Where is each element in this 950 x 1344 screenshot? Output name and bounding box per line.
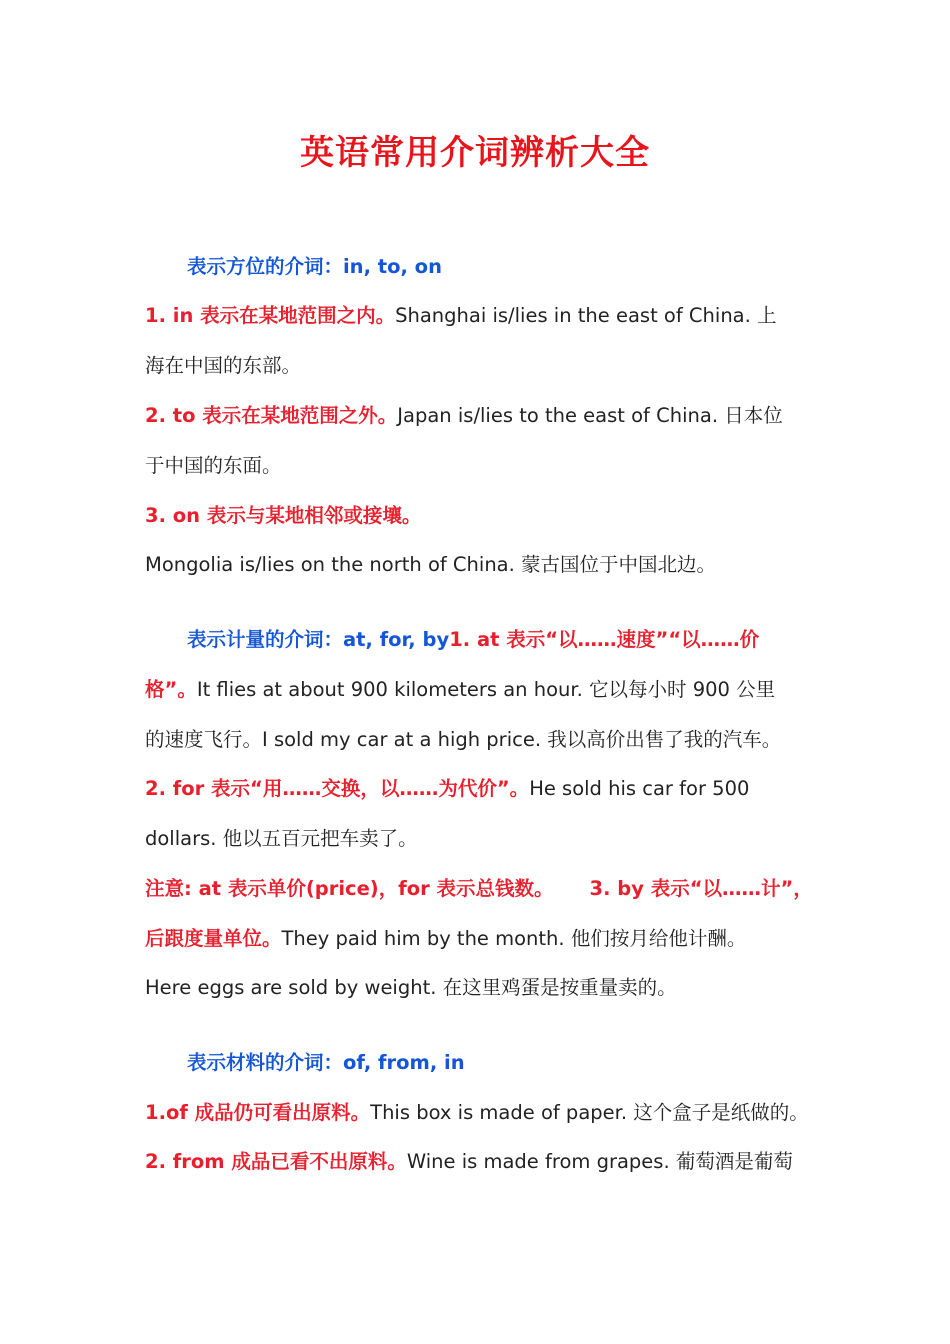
example-text: 的速度飞行。I sold my car at a high price. 我以高价出售了我的汽车。 (145, 728, 782, 751)
paragraph-line (145, 825, 825, 853)
paragraph-line (145, 925, 825, 953)
example-text: Here eggs are sold by weight. 在这里鸡蛋是按重量卖的。 (145, 976, 677, 999)
rule-text: 3. by 表示“以……计”， (589, 877, 813, 900)
example-text: Shanghai is/lies in the east of China. 上 (395, 304, 777, 327)
paragraph-line (145, 775, 825, 803)
note-text: 注意: at 表示单价(price)，for 表示总钱数。 (145, 877, 554, 900)
paragraph-line (145, 676, 825, 704)
paragraph-line (145, 1099, 825, 1127)
rule-text: 后跟度量单位。 (145, 927, 282, 950)
paragraph-line (145, 875, 825, 903)
paragraph-line (145, 352, 825, 380)
rule-text: 2. for 表示“用……交换，以……为代价”。 (145, 777, 530, 800)
rule-text: 1. at 表示“以……速度”“以……价 (449, 628, 760, 651)
heading-text: 表示方位的介词：in, to, on (187, 255, 442, 278)
example-text: He sold his car for 500 (529, 777, 750, 800)
example-text: dollars. 他以五百元把车卖了。 (145, 827, 418, 850)
paragraph-line (145, 726, 825, 754)
rule-text: 1. in 表示在某地范围之内。 (145, 304, 396, 327)
example-text: 于中国的东面。 (145, 454, 282, 477)
paragraph-line (145, 402, 825, 430)
section-heading-material (187, 1049, 867, 1077)
paragraph-line (145, 452, 825, 480)
paragraph-line (145, 302, 825, 330)
paragraph-line (145, 502, 825, 530)
document-title: 英语常用介词辨析大全 (300, 133, 650, 173)
paragraph-line (145, 551, 825, 579)
paragraph-line (145, 1148, 825, 1176)
section-heading-measure (187, 626, 867, 654)
example-text: It flies at about 900 kilometers an hour. 它以每小时 900 公里 (196, 678, 776, 701)
rule-text: 2. to 表示在某地范围之外。 (145, 404, 398, 427)
section-heading-direction (187, 253, 867, 281)
example-text: Japan is/lies to the east of China. 日本位 (397, 404, 783, 427)
example-text: This box is made of paper. 这个盒子是纸做的。 (370, 1101, 809, 1124)
paragraph-line (145, 974, 825, 1002)
example-text: Mongolia is/lies on the north of China. 蒙古国位于中国北边。 (145, 553, 717, 576)
rule-text: 格”。 (145, 678, 197, 701)
heading-text: 表示材料的介词：of, from, in (187, 1051, 465, 1074)
example-text: Wine is made from grapes. 葡萄酒是葡萄 (406, 1150, 793, 1173)
example-text: 海在中国的东部。 (145, 354, 302, 377)
rule-text: 3. on 表示与某地相邻或接壤。 (145, 504, 422, 527)
rule-text: 1.of 成品仍可看出原料。 (145, 1101, 371, 1124)
example-text: They paid him by the month. 他们按月给他计酬。 (281, 927, 747, 950)
rule-text: 2. from 成品已看不出原料。 (145, 1150, 407, 1173)
heading-text: 表示计量的介词：at, for, by (187, 628, 450, 651)
